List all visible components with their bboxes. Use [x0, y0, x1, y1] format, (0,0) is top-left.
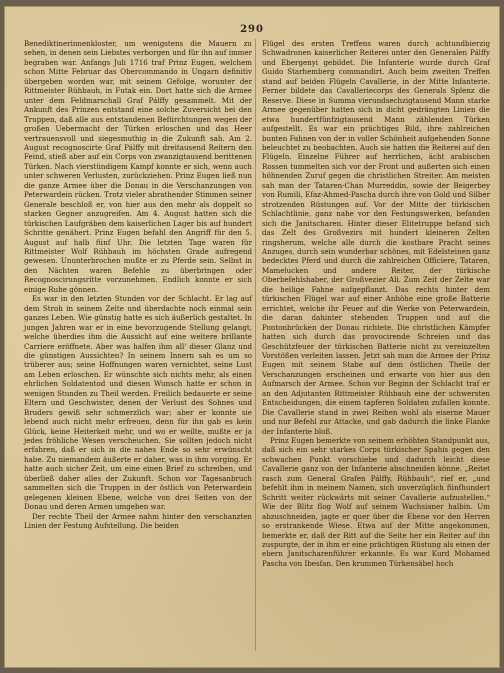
right-text-column [262, 39, 490, 568]
paragraph: Der rechte Theil der Armee nahm hinter den verschanzten Linien der Festung Aufstellung. Die beiden [24, 511, 252, 531]
page-number: 290 [240, 24, 264, 35]
column-divider [255, 39, 256, 651]
paragraph: Benediktinerinnenkloster, um wenigstens die Mauern zu sehen, in denen sein Liebstes verborgen und für ihn auf immer begraben war. Anfangs Juli 1716 traf Prinz Eugen, welchem schon Mitte Februar das Obercommando in Ungarn definitiv übergeben worden war, mit seinem Gefolge, worunter der Rittmeister Rühbauh, in Futak ein. Dort hatte sich die Armee unter dem Feldmarschall Graf Pálffy gesammelt. Mit der Ankunft des Prinzen entstand eine solche Zuversicht bei den Truppen, daß alle aus entstandenen Befürchtungen wegen der großen Uebermacht der Türken erloschen und das Heer vertrauensvoll und siegesmuthig in die Zukunft sah. Am 2. August recognoscirte Graf Pálffy mit dreitausend Reitern den Feind, stieß aber auf ein Corps von zwanzigtausend berittenen Türken. Nach vierstündigem Kampf konnte er sich, wenn auch unter schweren Verlusten, zurückziehen. Prinz Eugen ließ nun die ganze Armee über die Donau in die Verschanzungen von Peterwardein rücken. Trotz vieler abrathender Stimmen seiner Generale beschloß er, von hier aus den mehr als doppelt so starken Gegner anzugreifen. Am 4. August hatten sich die türkischen Laufgräben dem kaiserlichen Lager bis auf hundert Schritte genähert. Prinz Eugen befahl den Angriff für den 5. August auf halb fünf Uhr. Die letzten Tage waren für Rittmeister Wolf Rühbauh im höchsten Grade aufregend gewesen. Ununterbrochen mußte er zu Pferde sein. Selbst in den Nächten waren Befehle zu überbringen oder Recognoscirungsritte vorzunehmen. Endlich konnte er sich einige Ruhe gönnen. [24, 39, 252, 294]
paragraph: Flügel des ersten Treffens waren durch achtundbierzig Schwadronen kaiserlicher Reiterei unter den Generalen Pálffy und Ebergenyi gebildet. Die Infanterie wurde durch Graf Guido Starhemberg commandirt. Auch beim zweiten Treffen stand auf beiden Flügeln Cavallerie, in der Mitte Infanterie. Ferner bildete das Cavalleriecorps des Generals Splenz die Reserve. Diese in Summa vierundsechzigtausend Mann starke Armee gegenüber hatten sich in dicht gedrängten Linien die etwa hundertfünfzigtausend Mann zählenden Türken aufgestellt. Es war ein prächtiges Bild, ihre zahlreichen bunten Fahnen von der in voller Schönheit aufgehenden Sonne beleuchtet zu beobachten. Auch sie hatten die Reiterei auf den Flügeln. Einzelne Führer auf herrlichen, ächt arabischen Rossen tummelten sich vor der Front und außerten sich einen höhnenden Zuruf gegen die christlichen Streiter. Am meisten sah man der Tataren-Chan Murreddin, sowie der Beigerbey von Rumili, Efaz-Ahmed-Pascha durch ihre von Gold und Silber strotzenden Rüstungen auf. Vor der Mitte der türkischen Schlachtlinie, ganz nahe vor den Festungswerken, befanden sich die Janitscharen. Hinter dieser Elitetruppe befand sich das Zelt des Großvezirs mit hundert kleineren Zelten ringsherum, welche alle durch die kostbare Pracht seines Anzuges, durch sein wunderbar schönes, mit Edelsteinen ganz bedecktes Pferd und durch die zahlreichen Officiere, Tataren, Mamelucken und andere Reiter, der türkische Oberbefehlshaber, der Großvezier Ali. Zum Zeit der Zelte war die heilige Fahne aufgepflanzt. Das rechts hinter dem türkischen Flügel war auf einer Anhöhe eine große Batterie errichtet, welche ihr Feuer auf die Werke von Peterwardein, die daran dahinter stehenden Truppen und auf die Pontonbrücken der Donau richtete. Die christlichen Kämpfer hatten sich durch das provocirende Schreien und das Geschützfeuer der türkischen Batterie nicht zu vereinzelten Vorstößen verleiten lassen. Jetzt sah man die Armee der Prinz Eugen mit seinem Stabe auf dem östlichen Theile der Verschanzungen erscheinen und erwarte von hier aus den Aufmarsch der Armee. Schon vor Beginn der Schlacht traf er an den Adjutanten Rittmeister Rühbauh eine der schwersten Entscheidungen, die einem tapferen Soldaten zufallen konnte. Die Cavallerie stand in zwei Reihen wohl als eiserne Mauer und nur Befehl zur Attacke, und gab dadurch die linke Flanke der Infanterie bloß. [262, 39, 490, 436]
paragraph: Es war in den letzten Stunden vor der Schlacht. Er lag auf dem Stroh in seinem Zelte und überdachte noch einmal sein ganzes Leben. Wie günstig hatte es sich äußerlich gestaltet. In jungen Jahren war er in eine bevorzugende Stellung gelangt, welche überdies ihm die Aussicht auf eine weitere brillante Carriere eröffnete. Aber was halfen ihm all' dieser Glanz und die günstigen Aussichten? In seinem Innern sah es um so trüberer aus; seine Hoffnungen waren vernichtet, seine Lust am Leben erloschen. Er wünschte sich nichts mehr, als einen ehrlichen Soldatentod und diesen Wunsch hatte er schon in wenigen Stunden zu Theil werden. Freilich bedauerte er seine Eltern und Geschwister, denen der Verlust des Sohnes und Bruders gewiß sehr schmerzlich war; aber er konnte sie lebend auch nicht mehr erfreuen, denn für ihn gab es kein Glück, keine Heiterkeit mehr, und wo er weilte, mußte er ja jedes fröhliche Wesen verscheuchen. Sie sollten jedoch nicht erfahren, daß er sich in die nahes Ende so sehr erwünscht habe. Zu niemandem äußerte er daher, was in ihm vorging. Er hatte auch sicher Zeit, um eine einen Brief zu schreiben, und überließ daher alles der Zukunft. Schon vor Tagesanbruch sammelten sich die Truppen in der östlich von Peterwardein gelegenen kleinen Ebene, welche von drei Seiten von der Donau und deren Armen umgeben war. [24, 294, 252, 512]
paragraph: Prinz Eugen bemerkte von seinem erhöhten Standpunkt aus, daß sich ein sehr starkes Corps türkischer Spahis gegen den schwachen Punkt vorschiebe und dadurch leicht diese Cavallerie ganz von der Infanterie abschneiden könne. „Reitet rasch zum General Grafen Pálffy, Rühbauh“, rief er, „und befehlt ihm in meinem Namen, sich unverzüglich fünfhundert Schritt weiter rückwärts mit seiner Cavallerie aufzustellen.“ Wie der Blitz flog Wolf auf seinem Wachsianer halbin. Um abzuschneiden, jagte er quer über die Ebene vor den Herren so erstrankende Wiese. Etwa auf der Mitte angekommen, bemerkte er, daß der Ritt auf die Seite her ein Reiter auf ihn zuspurgte, der in ihm er eine prächtigen Rüstung als einen der ebern Janitscharenführer erkannte. Es war Kurd Mohamed Pascha von Ibesfan. Den krummen Türkensäbel hoch [262, 436, 490, 568]
left-text-column [24, 39, 252, 531]
newspaper-page [4, 6, 500, 668]
